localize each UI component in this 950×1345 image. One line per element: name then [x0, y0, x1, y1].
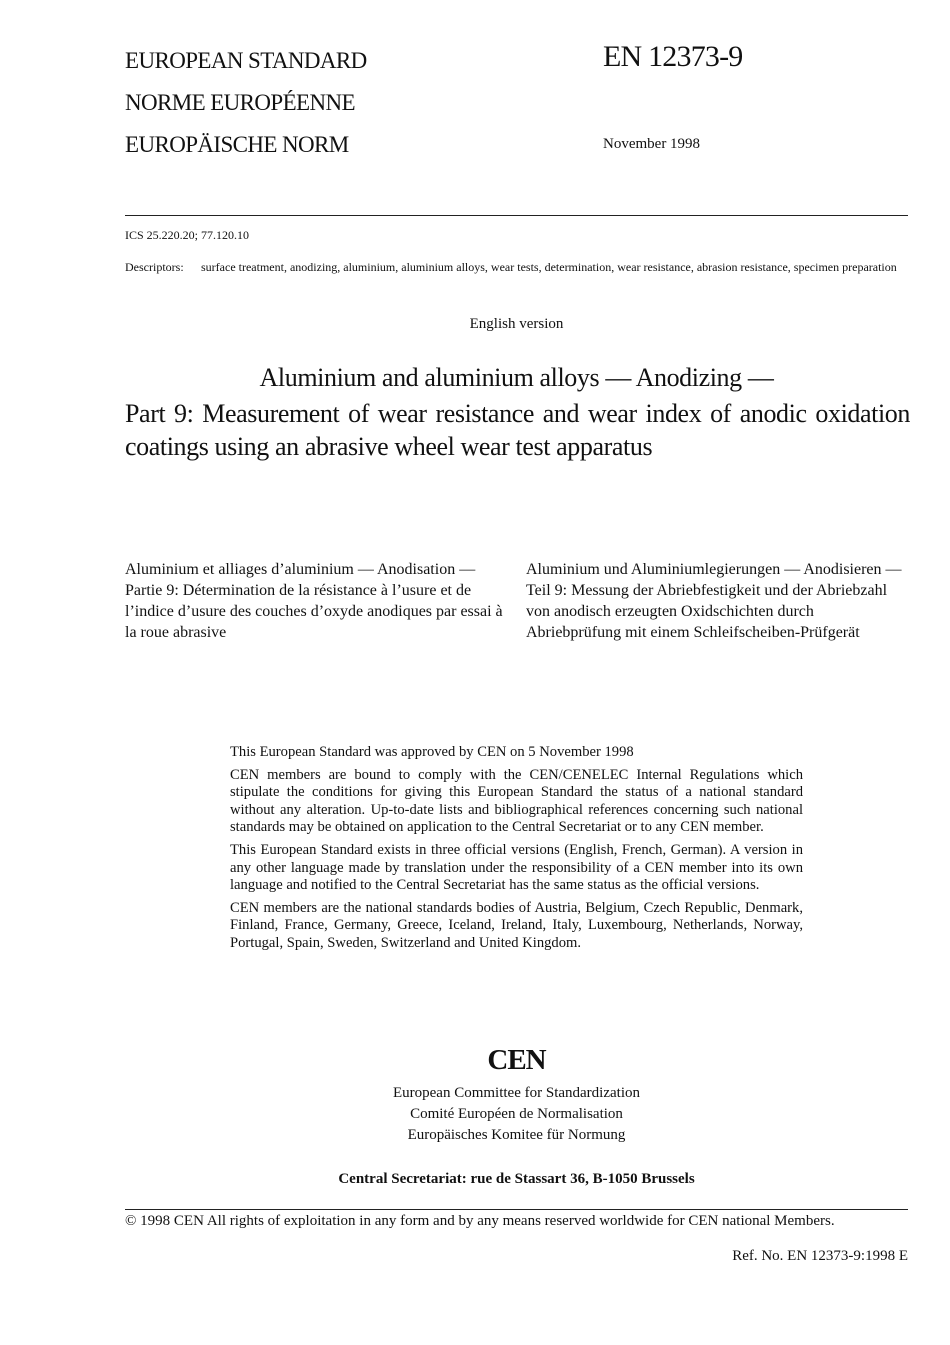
committee-name-english: European Committee for Standardization [392, 1085, 640, 1101]
members-text: CEN members are the national standards bodies of Austria, Belgium, Czech Republic, Denmark, Finland, France, Germany, Greece, Iceland, Ireland, Italy, Luxembourg, Netherlands, Norway, Portugal, Spain, Sweden, Switzerland and United Kingdom. [230, 899, 803, 951]
committee-name-german: Europäisches Komitee für Normung [407, 1127, 626, 1143]
committee-name-french: Comité Européen de Normalisation [410, 1106, 623, 1122]
publication-date: November 1998 [603, 136, 701, 152]
language-version: English version [469, 316, 564, 332]
document-title-main: Aluminium and aluminium alloys — Anodizing — [259, 363, 774, 392]
regulations-text: CEN members are bound to comply with the CEN/CENELEC Internal Regulations which stipulate the conditions for giving this European Standard the status of a national standard without any alteration. Up-to-date lists and bibliographical references concerning such national standards may be obtained on application to the Central Secretariat or to any CEN member. [230, 766, 803, 836]
descriptors-label: Descriptors: [125, 260, 184, 274]
german-title: Aluminium und Aluminiumlegierungen — Anodisieren — Teil 9: Messung der Abriebfestigkeit und der Abriebzahl von anodisch erzeugten Oxidschichten durch Abriebprüfung mit einem Schleifscheiben-Prüfgerät [526, 561, 902, 641]
committee-names [0, 1083, 950, 1146]
cen-logo: CEN [487, 1044, 546, 1076]
standard-label-french: NORME EUROPÉENNE [125, 90, 355, 115]
standard-label-german: EUROPÄISCHE NORM [125, 132, 349, 157]
bottom-divider [125, 1209, 908, 1210]
descriptors-text: surface treatment, anodizing, aluminium, aluminium alloys, wear tests, determination, wear resistance, abrasion resistance, specimen preparation [201, 260, 897, 274]
standard-label-english: EUROPEAN STANDARD [125, 48, 367, 73]
central-secretariat-address: Central Secretariat: rue de Stassart 36, B-1050 Brussels [338, 1171, 695, 1187]
document-title-part: Part 9: Measurement of wear resistance and wear index of anodic oxidation coatings using an abrasive wheel wear test apparatus [125, 399, 910, 461]
ics-codes: ICS 25.220.20; 77.120.10 [125, 228, 250, 242]
reference-number: Ref. No. EN 12373-9:1998 E [732, 1248, 908, 1264]
copyright-notice: © 1998 CEN All rights of exploitation in any form and by any means reserved worldwide for CEN national Members. [125, 1213, 835, 1229]
approval-date-text: This European Standard was approved by CEN on 5 November 1998 [230, 744, 634, 760]
official-versions-text: This European Standard exists in three official versions (English, French, German). A version in any other language made by translation under the responsibility of a CEN member into its own language and notified to the Central Secretariat has the same status as the official versions. [230, 841, 803, 894]
standard-number: EN 12373-9 [603, 40, 743, 73]
french-title: Aluminium et alliages d’aluminium — Anodisation — Partie 9: Détermination de la résistance à l’usure et de l’indice d’usure des couches d’oxyde anodiques par essai à la roue abrasive [125, 561, 503, 641]
top-divider [125, 215, 908, 216]
approval-notice [230, 744, 803, 958]
descriptors [125, 260, 908, 274]
